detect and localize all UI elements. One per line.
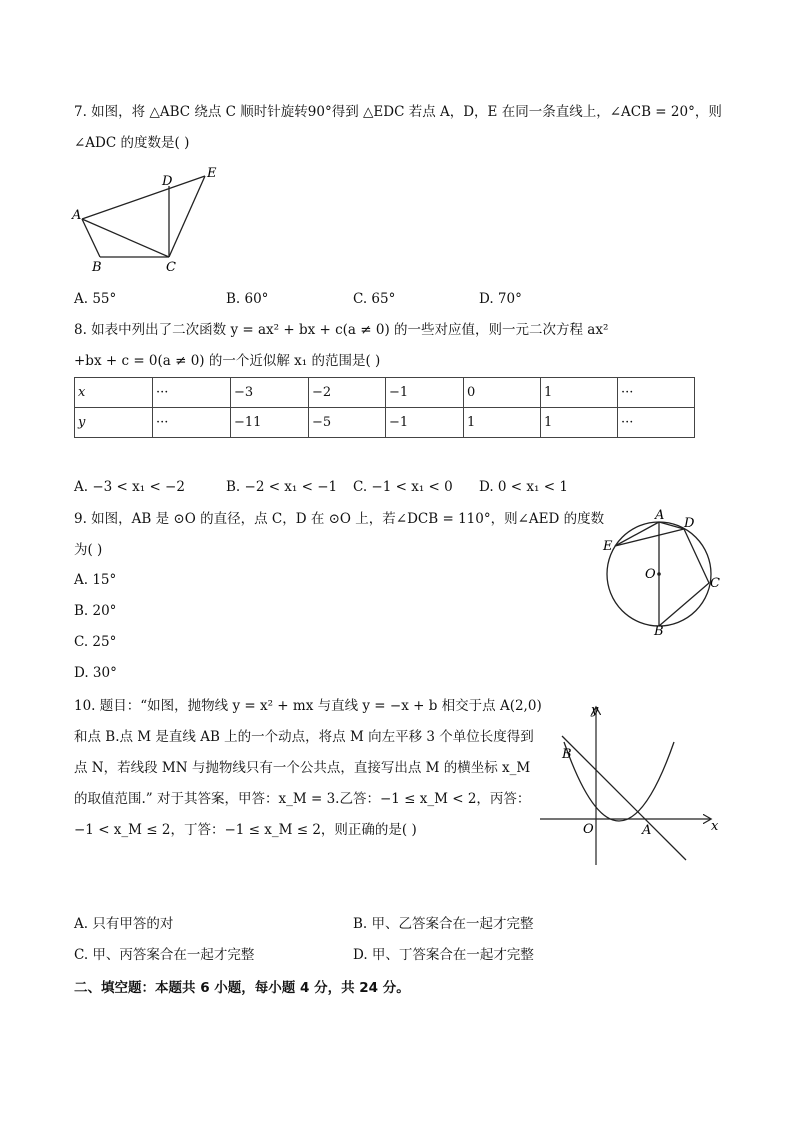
table-cell: −2 <box>309 378 386 408</box>
q7-label-C: C <box>166 260 176 275</box>
q10-option-c[interactable]: C. 甲、丙答案合在一起才完整 <box>74 947 255 963</box>
q10-label-O: O <box>583 822 594 837</box>
q10-stem-line4: 的取值范围.” 对于其答案，甲答：x_M = 3.乙答：−1 ≤ x_M < 2，丙答： <box>74 791 531 807</box>
q8-option-a[interactable]: A. −3 < x₁ < −2 <box>74 479 185 495</box>
q10-figure <box>534 700 726 870</box>
q8-stem-line2: +bx + c = 0(a ≠ 0) 的一个近似解 x₁ 的范围是( ) <box>74 353 381 369</box>
q7-option-b[interactable]: B. 60° <box>226 291 269 307</box>
q7-label-E: E <box>207 166 217 181</box>
table-cell: −1 <box>386 378 464 408</box>
table-cell: ··· <box>153 408 231 438</box>
q9-option-c[interactable]: C. 25° <box>74 634 117 650</box>
q9-figure <box>596 506 728 640</box>
q10-label-y: y <box>591 703 599 718</box>
q9-seg-EA <box>615 522 659 546</box>
table-cell: −1 <box>386 408 464 438</box>
q9-option-d[interactable]: D. 30° <box>74 665 117 681</box>
q7-stem-line1: 7. 如图，将 △ABC 绕点 C 顺时针旋转90°得到 △EDC 若点 A，D，E 在同一条直线上，∠ACB = 20°，则 <box>74 104 722 120</box>
q9-label-O: O <box>645 567 656 582</box>
q9-center-dot <box>657 572 661 576</box>
table-cell: −11 <box>231 408 309 438</box>
q8-value-table <box>74 377 695 438</box>
table-cell: ··· <box>618 378 695 408</box>
table-cell: y <box>75 408 153 438</box>
q8-stem-line1: 8. 如表中列出了二次函数 y = ax² + bx + c(a ≠ 0) 的一些对应值，则一元二次方程 ax² <box>74 322 609 338</box>
table-cell: 1 <box>541 408 618 438</box>
q8-option-b[interactable]: B. −2 < x₁ < −1 <box>226 479 338 495</box>
q10-stem-line5: −1 < x_M ≤ 2，丁答：−1 ≤ x_M ≤ 2，则正确的是( ) <box>74 822 417 838</box>
q7-label-D: D <box>162 174 173 189</box>
q10-label-x: x <box>711 819 719 834</box>
q7-seg-AE <box>82 176 205 219</box>
table-cell: ··· <box>153 378 231 408</box>
table-row <box>75 408 695 438</box>
q7-seg-AC <box>82 219 169 257</box>
table-cell: 1 <box>464 408 541 438</box>
table-cell: ··· <box>618 408 695 438</box>
table-cell: −3 <box>231 378 309 408</box>
q9-label-E: E <box>603 539 613 554</box>
table-cell: 1 <box>541 378 618 408</box>
q7-label-A: A <box>72 208 82 223</box>
q7-label-B: B <box>92 260 102 275</box>
q10-line-AB <box>562 736 686 860</box>
q7-option-a[interactable]: A. 55° <box>74 291 117 307</box>
table-row <box>75 378 695 408</box>
q9-stem-line2: 为( ) <box>74 542 103 558</box>
q7-seg-EC <box>169 176 205 257</box>
q8-option-d[interactable]: D. 0 < x₁ < 1 <box>479 479 568 495</box>
table-cell: 0 <box>464 378 541 408</box>
q10-label-A: A <box>642 823 652 838</box>
q8-option-c[interactable]: C. −1 < x₁ < 0 <box>353 479 453 495</box>
q10-stem-line2: 和点 B.点 M 是直线 AB 上的一个动点，将点 M 向左平移 3 个单位长度得到 <box>74 729 534 745</box>
q10-label-B: B <box>562 747 572 762</box>
q9-label-C: C <box>710 576 720 591</box>
q9-option-b[interactable]: B. 20° <box>74 603 117 619</box>
q9-seg-ED <box>615 529 684 546</box>
q9-option-a[interactable]: A. 15° <box>74 572 117 588</box>
q7-option-c[interactable]: C. 65° <box>353 291 396 307</box>
table-cell: x <box>75 378 153 408</box>
q7-seg-AB <box>82 219 100 257</box>
table-cell: −5 <box>309 408 386 438</box>
q10-stem-line3: 点 N，若线段 MN 与抛物线只有一个公共点，直接写出点 M 的横坐标 x_M <box>74 760 531 776</box>
q7-option-d[interactable]: D. 70° <box>479 291 522 307</box>
q10-option-d[interactable]: D. 甲、丁答案合在一起才完整 <box>353 947 534 963</box>
q9-label-B: B <box>654 624 664 639</box>
q10-stem-line1: 10. 题目：“如图，抛物线 y = x² + mx 与直线 y = −x + b 相交于点 A(2,0) <box>74 698 542 714</box>
q9-label-A: A <box>655 508 665 523</box>
q9-label-D: D <box>684 516 695 531</box>
q7-figure <box>68 162 228 277</box>
q7-stem-line2: ∠ADC 的度数是( ) <box>74 135 190 151</box>
q10-option-b[interactable]: B. 甲、乙答案合在一起才完整 <box>353 916 534 932</box>
q10-option-a[interactable]: A. 只有甲答的对 <box>74 916 174 932</box>
q9-stem-line1: 9. 如图，AB 是 ⊙O 的直径，点 C，D 在 ⊙O 上，若∠DCB = 110°，则∠AED 的度数 <box>74 511 605 527</box>
section-heading-fill-in: 二、填空题：本题共 6 小题，每小题 4 分，共 24 分。 <box>74 980 410 996</box>
